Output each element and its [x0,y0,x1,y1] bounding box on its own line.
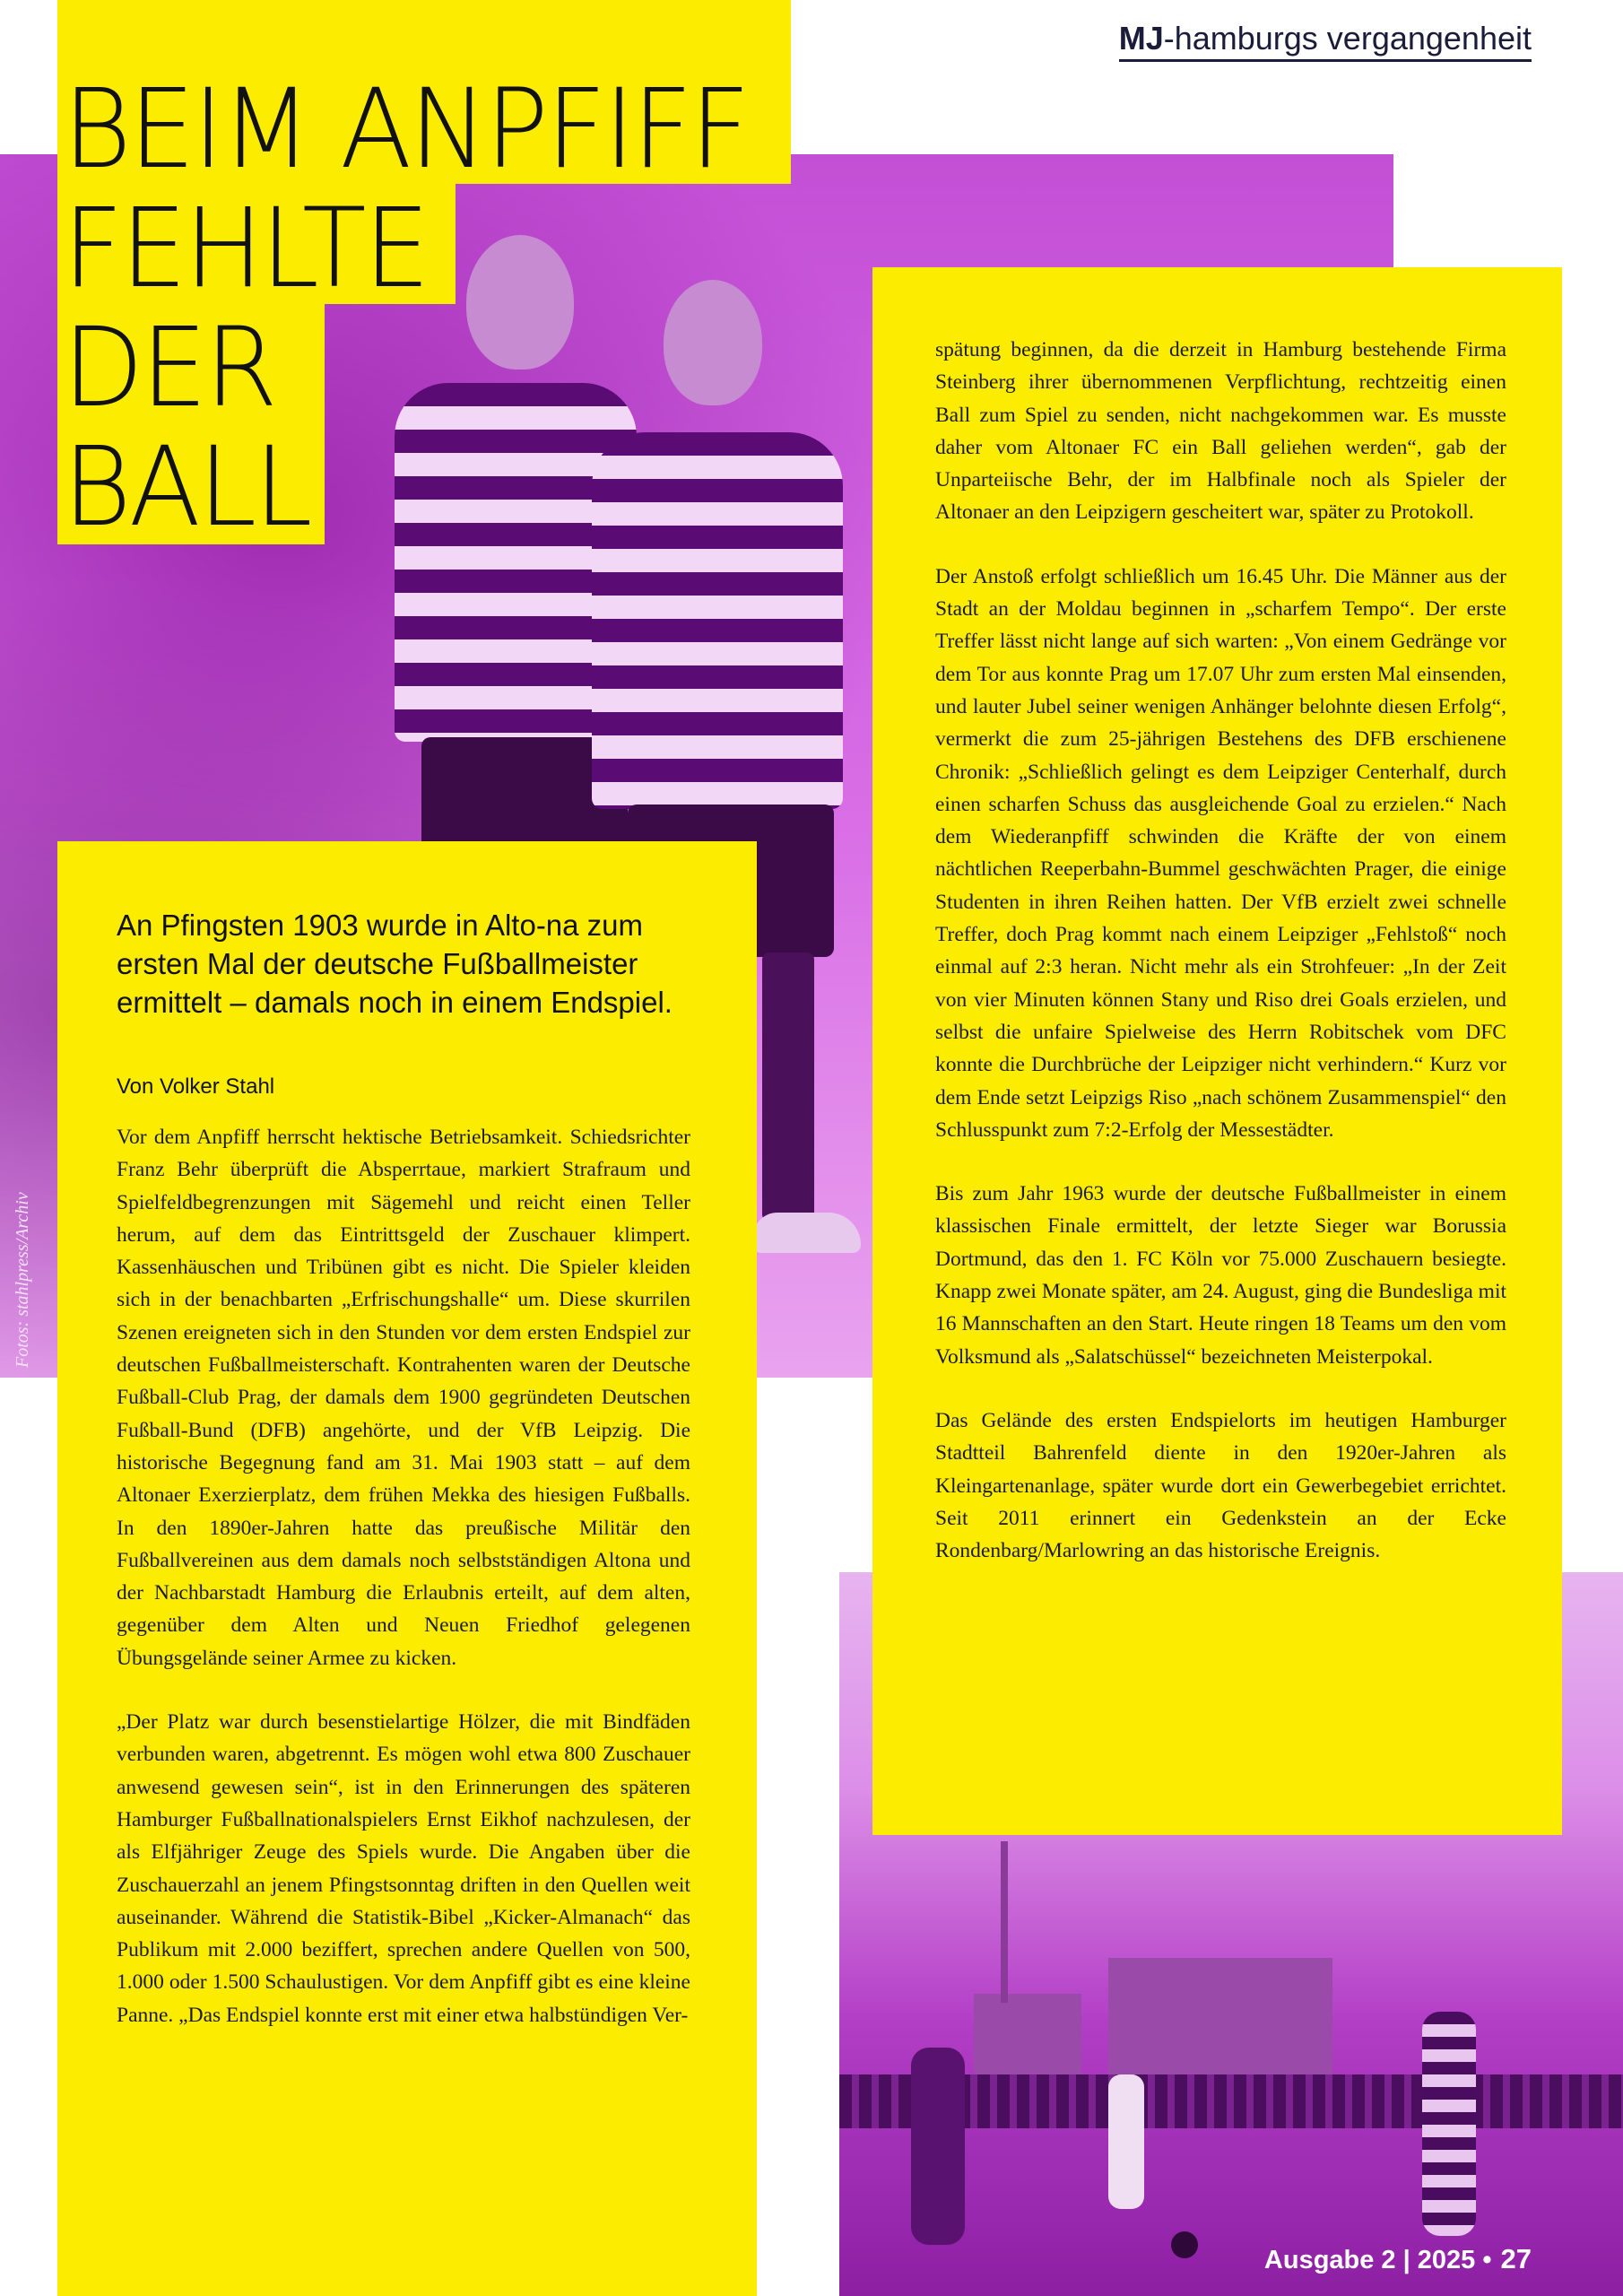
section-label: -hamburgs vergangenheit [1163,20,1532,57]
paragraph: „Der Platz war durch besenstielartige Hölzer, die mit Bindfäden verbunden waren, abgetrennt. Es mögen wohl etwa 800 Zuschauer anwesend gewesen sein“, ist in den Erinnerungen des späteren Hamburger Fußballnationalspielers Ernst Eikhof nachzulesen, der als Elfjähriger Zeuge des Spiels wurde. Die Angaben über die Zuschauerzahl an jenem Pfingstsonntag driften in den Quellen weit auseinander. Während die Statistik-Bibel „Kicker-Almanach“ das Publikum mit 2.000 beziffert, sprechen andere Quellen von 500, 1.000 oder 1.500 Schaulustigen. Vor dem Anpfiff gibt es eine kleine Panne. „Das Endspiel konnte erst mit einer etwa halbstündigen Ver- [117,1710,690,2027]
tree [1001,1841,1008,2003]
title-line-2: FEHLTE [63,185,428,312]
section-header [1119,20,1532,62]
issue-label: Ausgabe 2 | 2025 • [1263,2246,1492,2274]
title-line-3: DER [63,304,275,431]
title-line-1: BEIM ANPFIFF [63,65,748,193]
title-line-4: BALL [63,423,310,551]
football [1171,2231,1198,2258]
article-title [63,65,777,551]
player-figure-2 [1108,2074,1144,2209]
player-figure-1 [911,2048,965,2245]
building-background-small [974,1994,1081,2074]
photo-credit: Fotos: stahlpress/Archiv [13,1192,32,1368]
page-number: 27 [1500,2243,1532,2274]
body-column-left [117,1121,690,2063]
page-footer [1264,2243,1532,2275]
paragraph: Vor dem Anpfiff herrscht hektische Betriebsamkeit. Schiedsrichter Franz Behr überprüft die Absperrtaue, markiert Strafraum und Spielfeldbegrenzungen mit Sägemehl und reicht einen Teller herum, auf dem das Eintrittsgeld der Zuschauer klimpert. Kassenhäuschen und Tribünen gibt es nicht. Die Spieler kleiden sich in der benachbarten „Erfrischungshalle“ um. Diese skurrilen Szenen ereigneten sich in den Stunden vor dem ersten Endspiel zur deutschen Fußballmeisterschaft. Kontrahenten waren der Deutsche Fußball-Club Prag, der damals dem 1900 gegründeten Deutschen Fußball-Bund (DFB) angehörte, und der VfB Leipzig. Die historische Begegnung fand am 31. Mai 1903 statt – auf dem Altonaer Exerzierplatz, dem frühen Mekka des hiesigen Fußballs. In den 1890er-Jahren hatte das preußische Militär den Fußballvereinen aus dem damals noch selbstständigen Altona und der Nachbarstadt Hamburg die Erlaubnis erteilt, auf dem alten, gegenüber dem Alten und Neuen Friedhof gelegenen Übungsgelände seiner Armee zu kicken. [117,1126,690,1670]
paragraph: spätung beginnen, da die derzeit in Hamburg bestehende Firma Steinberg ihrer übernommenen Verpflichtung, rechtzeitig einen Ball zum Spiel zu senden, nicht nachgekommen war. Es musste daher vom Altonaer FC ein Ball geliehen werden“, gab der Unparteiische Behr, der im Halbfinale noch als Spieler der Altonaer an den Leipzigern gescheitert war, später zu Protokoll. [935,338,1506,525]
player-figure-3 [1422,2012,1476,2236]
body-column-right [935,334,1506,1598]
paragraph: Das Gelände des ersten Endspielorts im heutigen Hamburger Stadtteil Bahrenfeld diente in den 1920er-Jahren als Kleingartenanlage, später wurde dort ein Gewerbegebiet errichtet. Seit 2011 erinnert ein Gedenkstein an der Ecke Rondenbarg/Marlowring an das historische Ereignis. [935,1408,1506,1563]
player-right-boot [753,1213,861,1253]
player-right-leg [762,952,814,1222]
paragraph: Bis zum Jahr 1963 wurde der deutsche Fußballmeister in einem klassischen Finale ermittelt, der letzte Sieger war Borussia Dortmund, das den 1. FC Köln vor 75.000 Zuschauern besiegte. Knapp zwei Monate später, am 24. August, ging die Bundesliga mit 16 Mannschaften an den Start. Heute ringen 18 Teams um den vom Volksmund als „Salatschüssel“ bezeichneten Meisterpokal. [935,1182,1506,1369]
article-lead: An Pfingsten 1903 wurde in Alto-na zum ersten Mal der deutsche Fußballmeister ermittelt – damals noch in einem Endspiel. [117,909,673,1019]
brand-label: MJ [1118,20,1164,57]
building-background [1108,1958,1332,2074]
author-byline: Von Volker Stahl [117,1074,275,1099]
paragraph: Der Anstoß erfolgt schließlich um 16.45 Uhr. Die Männer aus der Stadt an der Moldau beginnen in „scharfem Tempo“. Der erste Treffer lässt nicht lange auf sich warten: „Von einem Gedränge vor dem Tor aus konnte Prag um 17.07 Uhr zum ersten Mal einsenden, und lauter Jubel seiner wenigen Anhänger belohnte diesen Erfolg“, vermerkt die zum 25-jährigen Bestehens des DFB erschienene Chronik: „Schließlich gelingt es dem Leipziger Centerhalf, durch einen scharfen Schuss das ausgleichende Goal zu erzielen.“ Nach dem Wiederanpfiff schwinden die Kräfte der von einem nächtlichen Reeperbahn-Bummel geschwächten Prager, die einige Studenten in ihren Reihen hatten. Der VfB erzielt zwei schnelle Treffer, doch Prag kommt nach einem Leipziger „Fehlstoß“ noch einmal auf 2:3 heran. Nicht mehr als ein Strohfeuer: „In der Zeit von vier Minuten können Stany und Riso drei Goals erzielen, und selbst die unfaire Spielweise des Herrn Robitschek vom DFC konnte die Durchbrüche der Leipziger nicht verhindern.“ Kurz vor dem Ende setzt Leipzigs Riso „nach schönem Zusammenspiel“ den Schlusspunkt zum 7:2-Erfolg der Messestädter. [935,564,1506,1142]
